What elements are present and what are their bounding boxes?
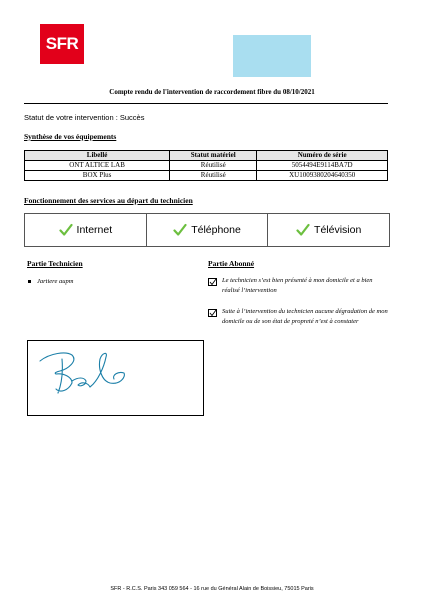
table-cell: 5054494E9114BA7D	[257, 161, 388, 171]
column-header: Statut matériel	[170, 151, 257, 161]
table-cell: XU1009380204640350	[257, 171, 388, 181]
checkmark-icon	[209, 278, 217, 286]
abonne-heading: Partie Abonné	[208, 259, 255, 268]
technicien-heading: Partie Technicien	[27, 259, 83, 268]
checkmark-icon	[209, 309, 217, 317]
check-icon	[173, 223, 187, 237]
sfr-logo	[40, 24, 84, 64]
check-icon	[59, 223, 73, 237]
signature-box	[27, 340, 204, 416]
table-cell: Réutilisé	[170, 171, 257, 181]
document-title: Compte rendu de l'intervention de raccordement fibre du 08/10/2021	[109, 88, 315, 96]
service-label: Télévision	[314, 224, 362, 236]
checked-checkbox-icon	[208, 309, 217, 317]
column-header: Numéro de série	[257, 151, 388, 161]
blue-placeholder-box	[233, 35, 311, 77]
footer-text: SFR - R.C.S. Paris 343 059 564 - 16 rue du Général Alain de Boissieu, 75015 Paris	[110, 586, 314, 592]
abonne-item: Le technicien s’est bien présenté à mon domicile et a bien réalisé l’intervention	[222, 277, 373, 294]
column-header: Libellé	[25, 151, 170, 161]
technicien-item: Jartiere aupm	[37, 278, 74, 285]
service-telephone	[147, 214, 269, 246]
table-row	[25, 161, 388, 171]
title-divider	[24, 103, 388, 104]
equipment-table	[24, 150, 388, 181]
table-row	[25, 171, 388, 181]
equipment-heading: Synthèse de vos équipements	[24, 132, 117, 141]
service-internet	[25, 214, 147, 246]
check-icon	[296, 223, 310, 237]
services-panel	[24, 213, 390, 247]
services-heading: Fonctionnement des services au départ du technicien	[24, 196, 193, 205]
bullet-icon	[28, 280, 31, 283]
service-label: Internet	[76, 224, 113, 236]
checked-checkbox-icon	[208, 278, 217, 286]
list-item	[28, 278, 73, 285]
table-cell: ONT ALTICE LAB	[25, 161, 170, 171]
list-item	[208, 307, 388, 327]
logo-text: SFR	[45, 34, 79, 53]
service-television	[268, 214, 389, 246]
table-cell: Réutilisé	[170, 161, 257, 171]
list-item	[208, 276, 388, 296]
table-header-row	[25, 151, 388, 161]
intervention-status: Statut de votre intervention : Succès	[24, 113, 145, 122]
table-cell: BOX Plus	[25, 171, 170, 181]
abonne-item: Suite à l’intervention du technicien aucune dégradation de mon domicile ou de son état de propreté n’est à constater	[222, 308, 388, 325]
signature-drawing	[28, 341, 203, 415]
service-label: Téléphone	[191, 224, 241, 236]
